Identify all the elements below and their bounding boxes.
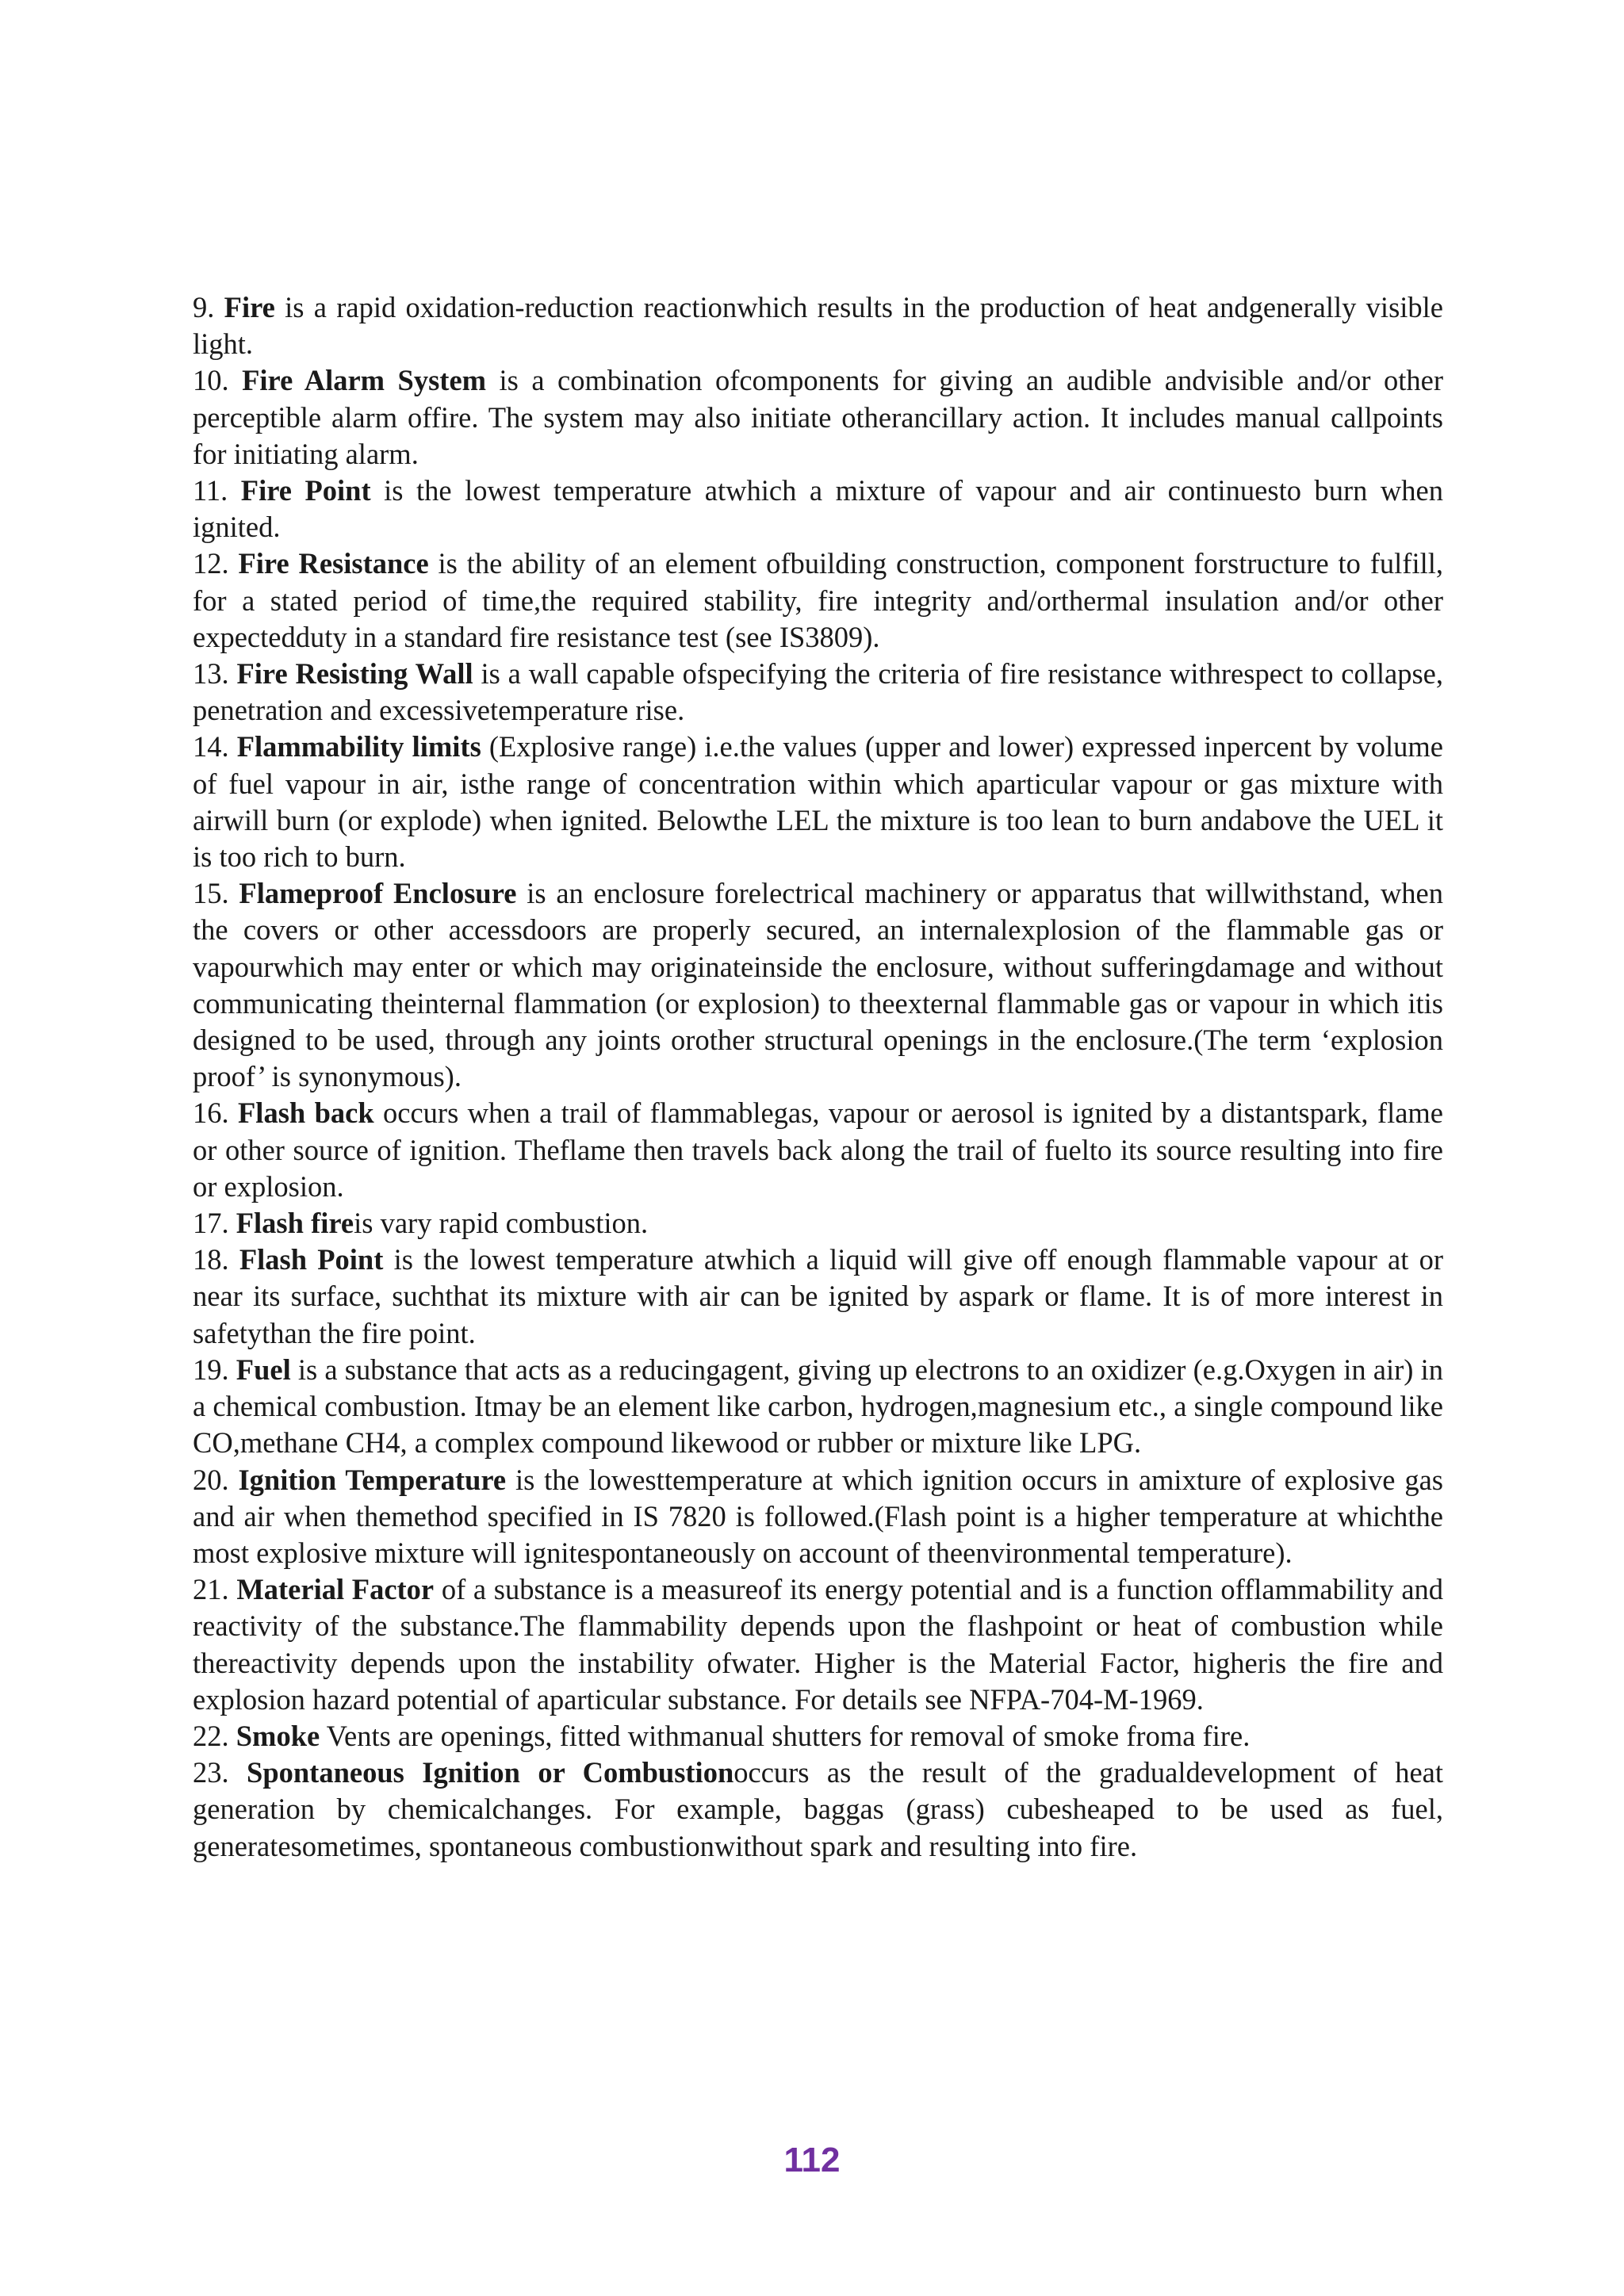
entry-text: is a rapid oxidation-reduction reactionwhich results in the production of heat andgenerally visible light. [193, 291, 1443, 361]
entry-term: Smoke [236, 1719, 320, 1752]
entry-term: Ignition Temperature [238, 1463, 507, 1496]
entry-term: Fuel [236, 1353, 291, 1386]
document-body [193, 289, 1443, 1865]
entry-text: is the lowest temperature atwhich a mixture of vapour and air continuesto burn when ignited. [193, 474, 1443, 544]
entry-number: 14. [193, 730, 237, 763]
definition-entry-18 [193, 1242, 1443, 1352]
entry-term: Fire [224, 291, 275, 323]
definition-entry-9 [193, 289, 1443, 362]
entry-term: Fire Point [240, 474, 371, 507]
entry-number: 17. [193, 1207, 236, 1240]
definition-entry-16 [193, 1095, 1443, 1205]
entry-number: 11. [193, 474, 241, 507]
entry-text: is the lowesttemperature at which ignition occurs in amixture of explosive gas and air when themethod specified in IS 7820 is followed.(Flash point is a higher temperature at whichthe most explosive mixture will ignitespontaneously on account of theenvironmental temperature). [193, 1463, 1443, 1569]
entry-term: Flash Point [239, 1243, 384, 1276]
definition-entry-10 [193, 362, 1443, 473]
entry-text: Vents are openings, fitted withmanual shutters for removal of smoke froma fire. [320, 1719, 1251, 1752]
entry-term: Flameproof Enclosure [239, 877, 517, 910]
entry-term: Fire Resisting Wall [236, 657, 473, 691]
definition-entry-12 [193, 545, 1443, 656]
entry-term: Spontaneous Ignition or Combustion [247, 1756, 734, 1789]
entry-text: is the lowest temperature atwhich a liquid will give off enough flammable vapour at or near its surface, suchthat its mixture with air can be ignited by aspark or flame. It is of more interest in safetythan the fire point. [193, 1243, 1443, 1349]
entry-term: Fire Resistance [238, 547, 429, 580]
definition-entry-13 [193, 656, 1443, 729]
entry-text: is an enclosure forelectrical machinery or apparatus that willwithstand, when the covers or other accessdoors are properly secured, an internalexplosion of the flammable gas or vapourwhich may enter or which may originateinside the enclosure, without sufferingdamage and without communicating theinternal flammation (or explosion) to theexternal flammable gas or vapour in which itis designed to be used, through any joints orother structural openings in the enclosure.(The term ‘explosion proof’ is synonymous). [193, 877, 1444, 1093]
entry-text: (Explosive range) i.e.the values (upper and lower) expressed inpercent by volume of fuel vapour in air, isthe range of concentration within which aparticular vapour or gas mixture with airwill burn (or explode) when ignited. Belowthe LEL the mixture is too lean to burn andabove the UEL it is too rich to burn. [193, 730, 1444, 874]
entry-text: occurs when a trail of flammablegas, vapour or aerosol is ignited by a distantspark, flame or other source of ignition. Theflame then travels back along the trail of fuelto its source resulting into fire or explosion. [193, 1096, 1444, 1203]
entry-number: 16. [193, 1096, 239, 1130]
definition-entry-11 [193, 473, 1443, 545]
entry-term: Flash fire [236, 1207, 354, 1240]
entry-number: 10. [193, 364, 243, 397]
entry-text: is a wall capable ofspecifying the criteria of fire resistance withrespect to collapse, penetration and excessivetemperature rise. [193, 657, 1444, 727]
definition-entry-23 [193, 1755, 1443, 1865]
entry-number: 21. [193, 1573, 237, 1606]
entry-number: 23. [193, 1756, 247, 1789]
definition-entry-22 [193, 1718, 1443, 1755]
entry-term: Flash back [238, 1096, 374, 1130]
entry-term: Fire Alarm System [242, 364, 487, 397]
definition-entry-14 [193, 729, 1443, 875]
entry-number: 9. [193, 291, 224, 323]
entry-term: Flammability limits [236, 730, 481, 763]
entry-number: 15. [193, 877, 239, 910]
definition-entry-19 [193, 1352, 1443, 1462]
entry-text: occurs as the result of the gradualdevelopment of heat generation by chemicalchanges. For example, baggas (grass) cubesheaped to be used as fuel, generatesometimes, spontaneous combustionwithout spark and resulting into fire. [193, 1756, 1443, 1862]
entry-text: of a substance is a measureof its energy potential and is a function offlammability and reactivity of the substance.The flammability depends upon the flashpoint or heat of combustion while thereactivity depends upon the instability ofwater. Higher is the Material Factor, higheris the fire and explosion hazard potential of aparticular substance. For details see NFPA-704-M-1969. [193, 1573, 1444, 1716]
entry-text: is the ability of an element ofbuilding construction, component forstructure to fulfill, for a stated period of time,the required stability, fire integrity and/orthermal insulation and/or other expectedduty in a standard fire resistance test (see IS3809). [193, 547, 1443, 653]
definition-entry-20 [193, 1462, 1443, 1572]
entry-number: 19. [193, 1353, 236, 1386]
page-number: 112 [783, 2141, 841, 2179]
entry-number: 13. [193, 657, 237, 691]
entry-text: is vary rapid combustion. [354, 1207, 649, 1240]
definition-entry-15 [193, 875, 1443, 1095]
entry-number: 12. [193, 547, 239, 580]
entry-term: Material Factor [236, 1573, 435, 1606]
definition-entry-17 [193, 1205, 1443, 1242]
entry-number: 22. [193, 1719, 236, 1752]
definition-entry-21 [193, 1571, 1443, 1718]
entry-number: 20. [193, 1463, 239, 1496]
entry-number: 18. [193, 1243, 239, 1276]
entry-text: is a substance that acts as a reducingagent, giving up electrons to an oxidizer (e.g.Oxygen in air) in a chemical combustion. Itmay be an element like carbon, hydrogen,magnesium etc., a single compound like CO,methane CH4, a complex compound likewood or rubber or mixture like LPG. [193, 1353, 1443, 1460]
entry-text: is a combination ofcomponents for giving an audible andvisible and/or other perceptible alarm offire. The system may also initiate otherancillary action. It includes manual callpoints for initiating alarm. [193, 364, 1443, 470]
